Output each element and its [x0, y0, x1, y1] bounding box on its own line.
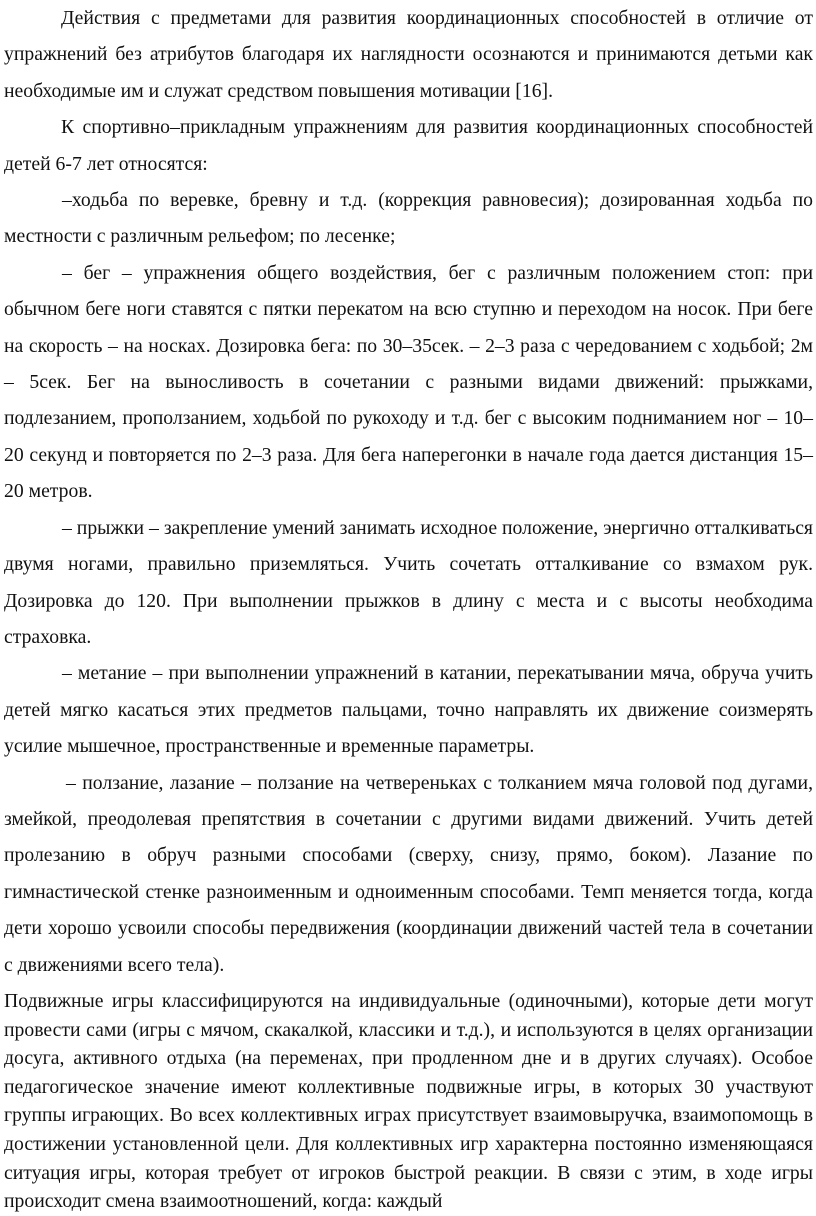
- list-item-throwing: – метание – при выполнении упражнений в катании, перекатывании мяча, обруча учить детей мягко касаться этих предметов пальцами, точно направлять их движение соизмерять усилие мышечное, пространственные и временные параметры.: [4, 662, 813, 758]
- document-continuation: [4, 987, 813, 1216]
- document-body: [4, 0, 813, 983]
- list-item-running: – бег – упражнения общего воздействия, бег с различным положением стоп: при обычном беге ноги ставятся с пятки перекатом на всю ступню и переходом на носок. При беге на скорость – на носках. Дозировка бега: по 30–35сек. – 2–3 раза с чередованием с ходьбой; 2м – 5сек. Бег на выносливость в сочетании с разными видами движений: прыжками, подлезанием, проползанием, ходьбой по рукоходу и т.д. бег с высоким подниманием ног – 10–20 секунд и повторяется по 2–3 раза. Для бега наперегонки в начале года дается дистанция 15–20 метров.: [4, 261, 813, 503]
- list-item-jumping: – прыжки – закрепление умений занимать исходное положение, энергично отталкиваться двумя ногами, правильно приземляться. Учить сочетать отталкивание со взмахом рук. Дозировка до 120. При выполнении прыжков в длину с места и с высоты необходима страховка.: [4, 516, 813, 648]
- paragraph-coordination-objects: Действия с предметами для развития координационных способностей в отличие от упражнений без атрибутов благодаря их наглядности осознаются и принимаются детьми как необходимые им и служат средством повышения мотивации [16].: [4, 7, 813, 102]
- paragraph-outdoor-games: Подвижные игры классифицируются на индивидуальные (одиночными), которые дети могут провести сами (игры с мячом, скакалкой, классики и т.д.), и используются в целях организации досуга, активного отдыха (на переменах, при продленном дне и в других случаях). Особое педагогическое значение имеют коллективные подвижные игры, в которых 30 участвуют группы играющих. Во всех коллективных играх присутствует взаимовыручка, взаимопомощь в достижении установленной цели. Для коллективных игр характерна постоянно изменяющаяся ситуация игры, которая требует от игроков быстрой реакции. В связи с этим, в ходе игры происходит смена взаимоотношений, когда: каждый: [4, 989, 813, 1213]
- paragraph-exercises-intro: К спортивно–прикладным упражнениям для развития координационных способностей детей 6-7 лет относятся:: [4, 116, 813, 175]
- list-item-crawling-climbing: – ползание, лазание – ползание на четвереньках с толканием мяча головой под дугами, змейкой, преодолевая препятствия в сочетании с другими видами движений. Учить детей пролезанию в обруч разными способами (сверху, снизу, прямо, боком). Лазание по гимнастической стенке разноименным и одноименным способами. Темп меняется тогда, когда дети хорошо усвоили способы передвижения (координации движений частей тела в сочетании с движениями всего тела).: [4, 771, 813, 976]
- list-item-walking: –ходьба по веревке, бревну и т.д. (коррекция равновесия); дозированная ходьба по местности с различным рельефом; по лесенке;: [4, 189, 813, 248]
